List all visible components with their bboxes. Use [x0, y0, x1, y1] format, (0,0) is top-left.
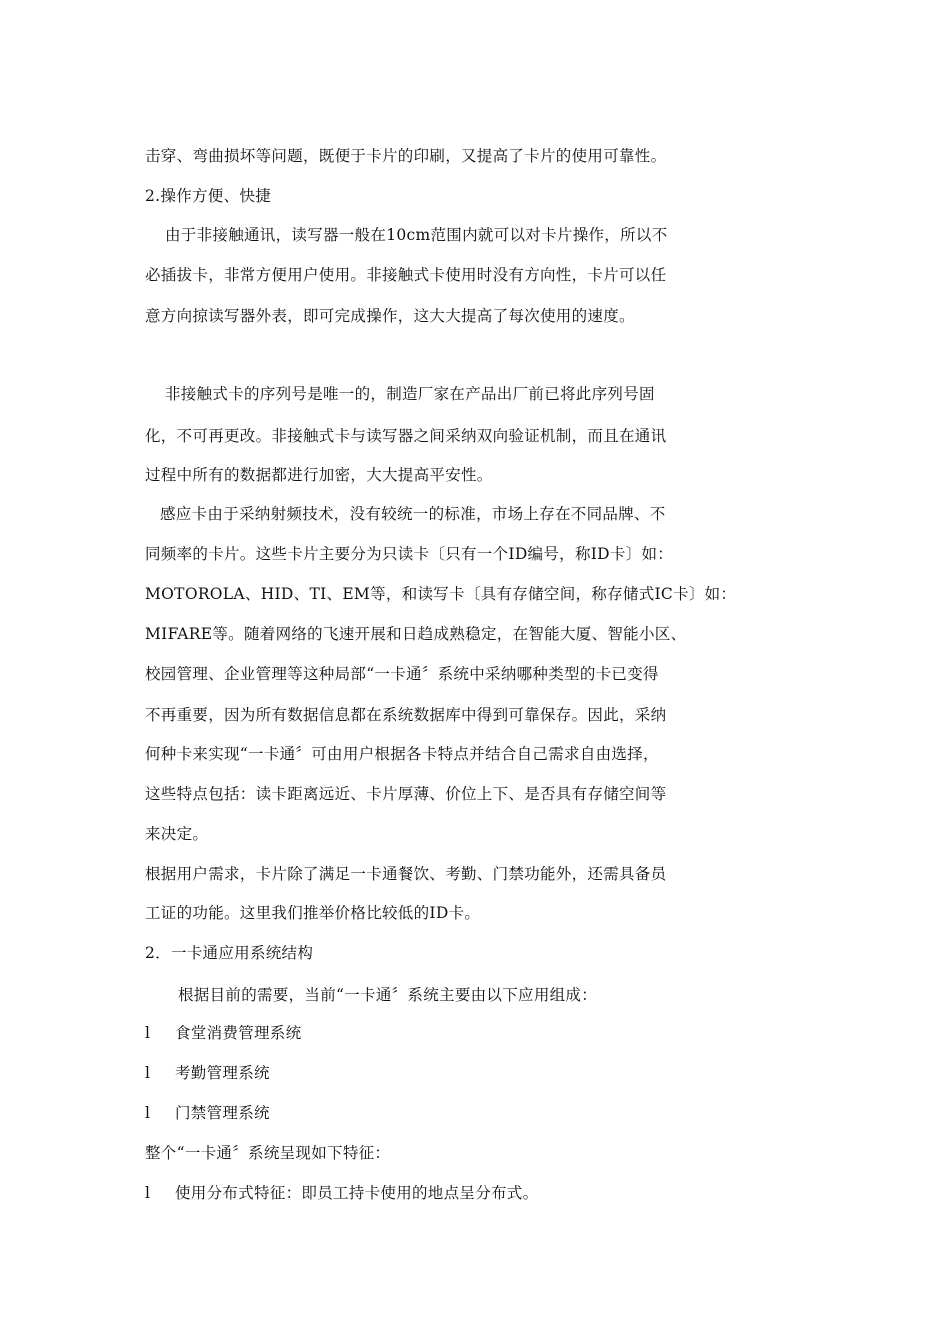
- paragraph-line: 由于非接触通讯，读写器一般在10cm范围内就可以对卡片操作，所以不: [165, 226, 668, 244]
- bullet-item: 食堂消费管理系统: [175, 1024, 302, 1042]
- paragraph-line: 来决定。: [145, 825, 209, 843]
- paragraph-line: MIFARE等。随着网络的飞速开展和日趋成熟稳定，在智能大厦、智能小区、: [145, 625, 687, 643]
- paragraph-line: 整个“一卡通〞系统呈现如下特征：: [145, 1144, 391, 1162]
- paragraph-line: 同频率的卡片。这些卡片主要分为只读卡〔只有一个ID编号，称ID卡〕如：: [145, 545, 674, 563]
- paragraph-line: 感应卡由于采纳射频技术，没有较统一的标准，市场上存在不同品牌、不: [160, 505, 666, 523]
- paragraph-line: MOTOROLA、HID、TI、EM等，和读写卡〔具有存储空间，称存储式IC卡〕如：: [145, 585, 737, 603]
- paragraph-line: 根据用户需求，卡片除了满足一卡通餐饮、考勤、门禁功能外，还需具备员: [145, 865, 667, 883]
- bullet-marker: l: [145, 1104, 150, 1122]
- paragraph-line: 击穿、弯曲损坏等问题，既便于卡片的印刷，又提高了卡片的使用可靠性。: [145, 147, 667, 165]
- paragraph-line: 意方向掠读写器外表，即可完成操作，这大大提高了每次使用的速度。: [145, 307, 635, 325]
- paragraph-line: 校园管理、企业管理等这种局部“一卡通〞系统中采纳哪种类型的卡已变得: [145, 665, 659, 683]
- bullet-item: 考勤管理系统: [175, 1064, 270, 1082]
- paragraph-line: 不再重要，因为所有数据信息都在系统数据库中得到可靠保存。因此，采纳: [145, 706, 667, 724]
- paragraph-line: 何种卡来实现“一卡通〞可由用户根据各卡特点并结合自己需求自由选择，: [145, 745, 659, 763]
- paragraph-line: 非接触式卡的序列号是唯一的，制造厂家在产品出厂前已将此序列号固: [165, 385, 655, 403]
- paragraph-line: 过程中所有的数据都进行加密，大大提高平安性。: [145, 466, 493, 484]
- section-heading: 2.操作方便、快捷: [145, 187, 271, 205]
- paragraph-line: 必插拔卡，非常方便用户使用。非接触式卡使用时没有方向性，卡片可以任: [145, 266, 667, 284]
- bullet-marker: l: [145, 1024, 150, 1042]
- paragraph-line: 这些特点包括：读卡距离远近、卡片厚薄、价位上下、是否具有存储空间等: [145, 785, 667, 803]
- bullet-item: 门禁管理系统: [175, 1104, 270, 1122]
- bullet-marker: l: [145, 1184, 150, 1202]
- section-heading: 2．一卡通应用系统结构: [145, 944, 314, 962]
- bullet-marker: l: [145, 1064, 150, 1082]
- paragraph-line: 根据目前的需要，当前“一卡通〞系统主要由以下应用组成：: [178, 986, 598, 1004]
- bullet-item: 使用分布式特征：即员工持卡使用的地点呈分布式。: [175, 1184, 539, 1202]
- paragraph-line: 化，不可再更改。非接触式卡与读写器之间采纳双向验证机制，而且在通讯: [145, 427, 667, 445]
- paragraph-line: 工证的功能。这里我们推举价格比较低的ID卡。: [145, 904, 481, 922]
